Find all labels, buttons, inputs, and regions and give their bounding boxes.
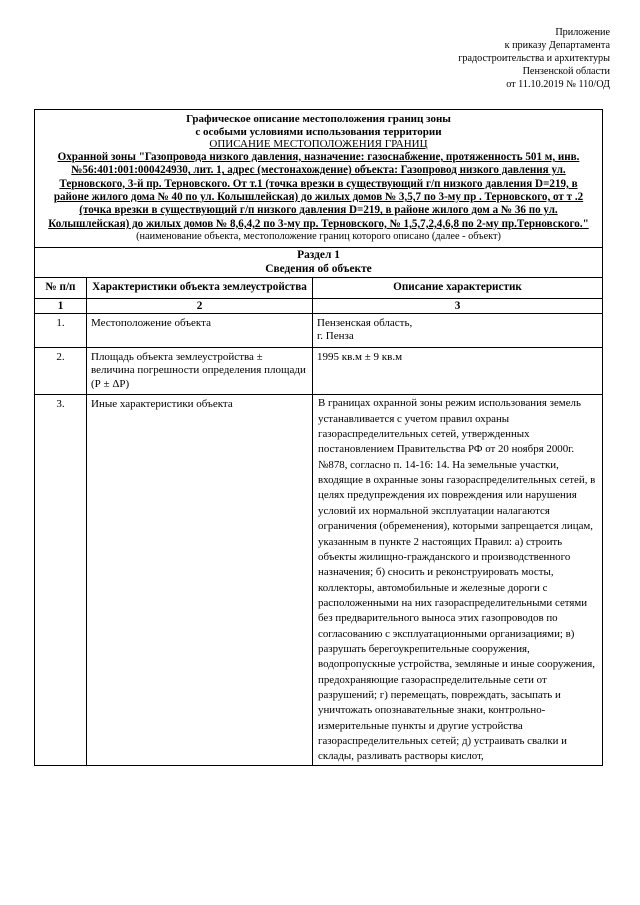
section-title: Раздел 1 bbox=[297, 249, 340, 262]
table-row bbox=[35, 313, 603, 347]
index-cell: 3 bbox=[313, 298, 603, 313]
approval-line: градостроительства и архитектуры bbox=[458, 53, 610, 64]
section-row bbox=[35, 248, 603, 278]
boundary-description-heading: ОПИСАНИЕ МЕСТОПОЛОЖЕНИЯ ГРАНИЦ bbox=[209, 138, 428, 151]
title-cell bbox=[35, 110, 603, 248]
title-row bbox=[35, 110, 603, 248]
approval-line: Пензенской области bbox=[522, 66, 610, 77]
row-characteristic: Площадь объекта землеустройства ± величина погрешности определения площади (Р ± ΔР) bbox=[87, 347, 313, 395]
description-line: г. Пенза bbox=[317, 330, 354, 343]
table-row bbox=[35, 395, 603, 765]
row-description: 1995 кв.м ± 9 кв.м bbox=[313, 347, 603, 395]
index-row bbox=[35, 298, 603, 313]
description-table bbox=[34, 109, 603, 766]
description-line: Пензенская область, bbox=[317, 316, 413, 329]
row-number: 2. bbox=[35, 347, 87, 395]
table-row bbox=[35, 347, 603, 395]
header-characteristic: Характеристики объекта землеустройства bbox=[87, 278, 313, 299]
row-characteristic: Иные характеристики объекта bbox=[87, 395, 313, 765]
row-characteristic: Местоположение объекта bbox=[87, 313, 313, 347]
row-description: В границах охранной зоны режим использования земель устанавливается с учетом правил охраны газораспределительных сетей, утвержденных постановлением Правительства РФ от 20 ноября 2000г. №878, согласно п. 14-16: 14. На земельные участки, входящие в охранные зоны газораспределительных сетей, в целях предупреждения их повреждения или нарушения условий их нормальной эксплуатации налагаются ограничения (обременения), которыми запрещается лицам, указанным в пункте 2 настоящих Правил: а) строить объекты жилищно-гражданского и производственного назначения; б) сносить и реконструировать мосты, коллекторы, автомобильные и железные дороги с расположенными на них газораспределительными сетями без предварительного выноса этих газопроводов по согласованию с эксплуатационными организациями; в) разрушать берегоукрепительные сооружения, водопропускные устройства, земляные и иные сооружения, предохраняющие газораспределительные сети от разрушений; г) перемещать, повреждать, засыпать и уничтожать опознавательные знаки, контрольно-измерительные пункты и другие устройства газораспределительных сетей; д) устраивать свалки и склады, разливать растворы кислот, bbox=[313, 395, 603, 765]
row-description bbox=[313, 313, 603, 347]
object-description: Охранной зоны "Газопровода низкого давления, назначение: газоснабжение, протяженность 501 м, инв. №56:401:001:000424930, лит. 1, адрес (местонахождение) объекта: Газопровод низкого давления ул. Терновского, 3-й пр. Терновского. От т.1 (точка врезки в существующий г/п низкого давления D=219, в районе жилого дома № 40 по ул. Колышлейская) до жилых домов № 3,5,7 по 3-му пр . Терновского, от т .2 (точка врезки в существующий г/п низкого давления D=219, в районе жилого дом а № 36 по ул. Колышлейская) до жилых домов № 8,6,4,2 по 3-му пр. Терновского, № 1,5,7,2,4,6,8 по 2-му пр.Терновского." bbox=[48, 150, 589, 230]
approval-line: к приказу Департамента bbox=[504, 40, 610, 51]
section-cell bbox=[35, 248, 603, 278]
document-subtitle: с особыми условиями использования территории bbox=[195, 125, 442, 138]
row-number: 1. bbox=[35, 313, 87, 347]
object-note: (наименование объекта, местоположение границ которого описано (далее - объект) bbox=[136, 231, 501, 243]
document-title: Графическое описание местоположения границ зоны bbox=[186, 113, 451, 125]
approval-line: от 11.10.2019 № 110/ОД bbox=[506, 79, 610, 90]
header-row bbox=[35, 278, 603, 299]
header-description: Описание характеристик bbox=[313, 278, 603, 299]
index-cell: 1 bbox=[35, 298, 87, 313]
approval-line: Приложение bbox=[555, 27, 610, 38]
approval-block bbox=[390, 26, 610, 91]
header-num: № п/п bbox=[35, 278, 87, 299]
section-subtitle: Сведения об объекте bbox=[265, 262, 372, 275]
index-cell: 2 bbox=[87, 298, 313, 313]
row-number: 3. bbox=[35, 395, 87, 765]
